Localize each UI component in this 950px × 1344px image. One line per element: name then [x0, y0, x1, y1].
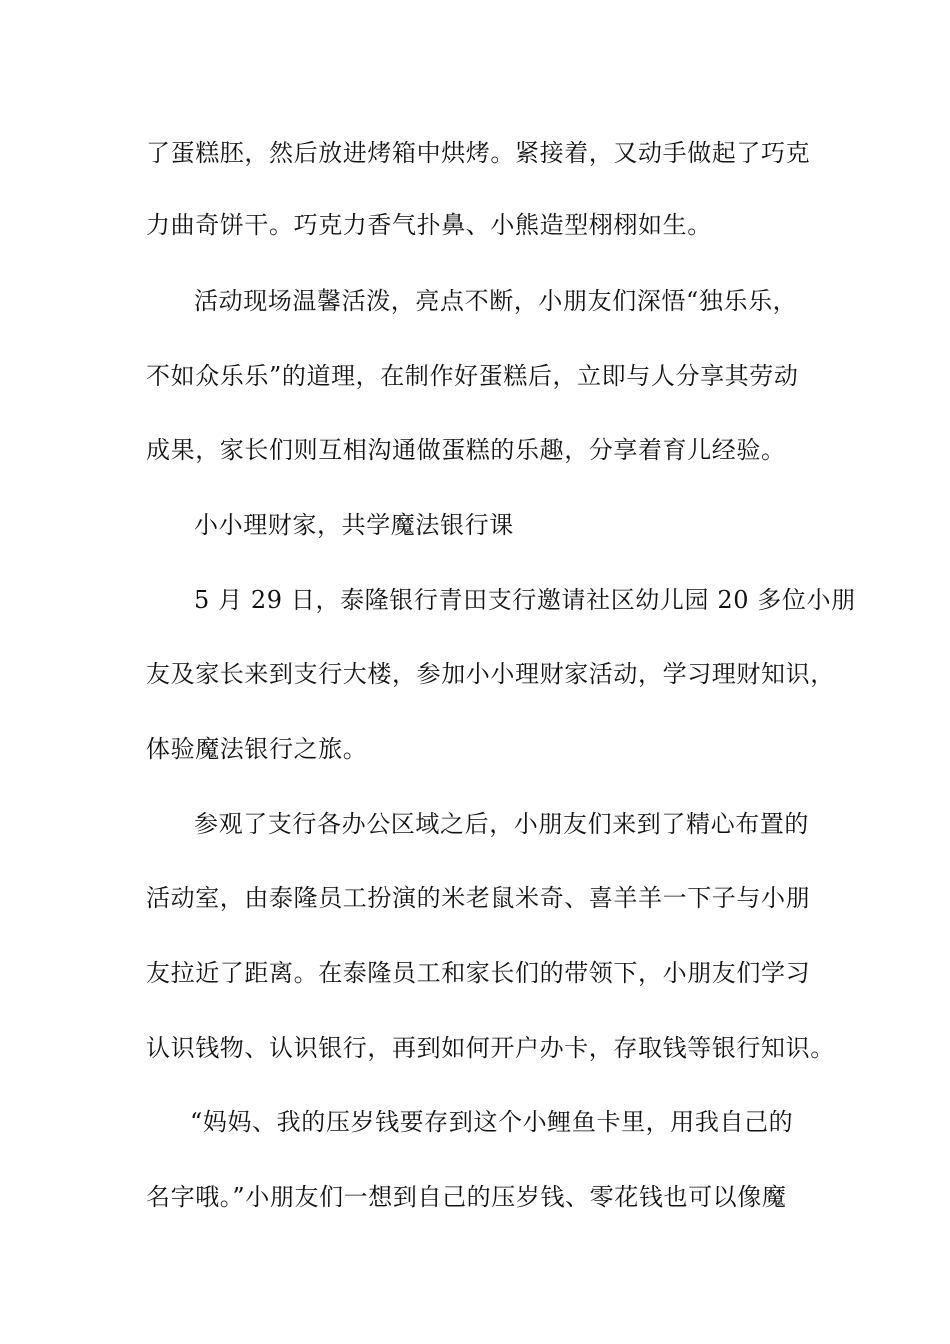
paragraph-line: 体验魔法银行之旅。	[146, 735, 368, 763]
paragraph-line: 友及家长来到支行大楼，参加小小理财家活动，学习理财知识，	[146, 660, 835, 688]
paragraph-line: 名字哦。”小朋友们一想到自己的压岁钱、零花钱也可以像魔	[146, 1183, 787, 1211]
paragraph-line: 友拉近了距离。在泰隆员工和家长们的带领下，小朋友们学习	[146, 959, 811, 987]
paragraph-line: “妈妈、我的压岁钱要存到这个小鲤鱼卡里，用我自己的	[190, 1108, 794, 1136]
paragraph-line: 不如众乐乐”的道理，在制作好蛋糕后，立即与人分享其劳动	[146, 362, 799, 390]
paragraph-line: 参观了支行各办公区域之后，小朋友们来到了精心布置的	[194, 810, 809, 838]
paragraph-line: 成果，家长们则互相沟通做蛋糕的乐趣，分享着育儿经验。	[146, 436, 786, 464]
paragraph-line: 力曲奇饼干。巧克力香气扑鼻、小熊造型栩栩如生。	[146, 211, 712, 239]
paragraph-line: 了蛋糕胚，然后放进烤箱中烘烤。紧接着，又动手做起了巧克	[146, 139, 811, 167]
paragraph-line: 认识钱物、认识银行，再到如何开户办卡，存取钱等银行知识。	[146, 1034, 835, 1062]
paragraph-line: 活动室，由泰隆员工扮演的米老鼠米奇、喜羊羊一下子与小朋	[146, 884, 811, 912]
paragraph-line: 活动现场温馨活泼，亮点不断，小朋友们深悟“独乐乐，	[194, 287, 798, 315]
section-heading: 小小理财家，共学魔法银行课	[194, 511, 514, 539]
paragraph-line: 5 月 29 日，泰隆银行青田支行邀请社区幼儿园 20 多位小朋	[194, 586, 856, 614]
